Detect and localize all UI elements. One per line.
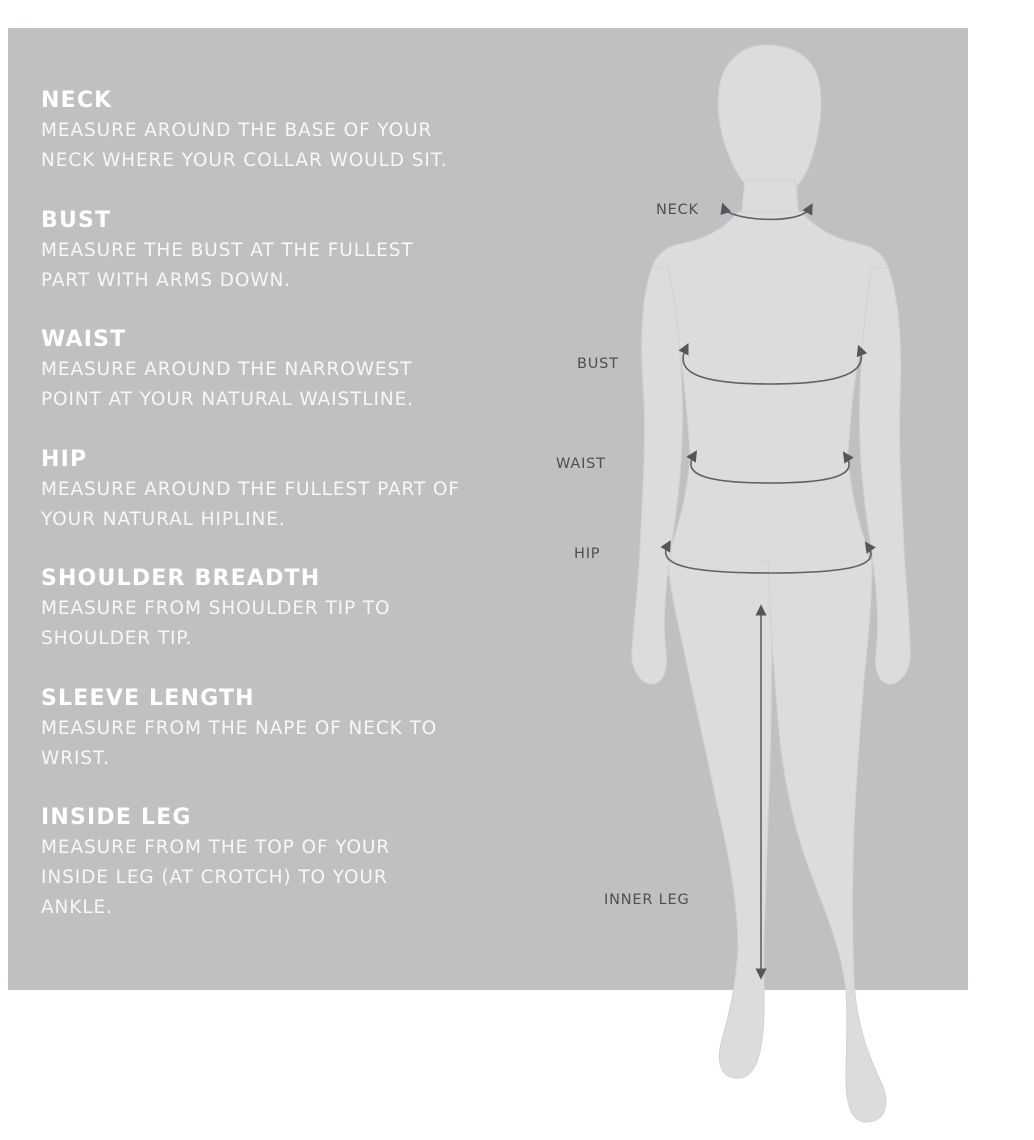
entry-title: INSIDE LEG — [41, 805, 192, 830]
entry-title: BUST — [41, 207, 112, 233]
entry-description: MEASURE AROUND THE BASE OF YOUR NECK WHERE YOUR COLLAR WOULD SIT. — [41, 120, 448, 171]
entry-title: WAIST — [41, 327, 127, 352]
entry-title: SLEEVE LENGTH — [41, 685, 255, 711]
inner-leg-label: INNER LEG — [604, 892, 690, 908]
entry-title: NECK — [41, 88, 113, 113]
left-arm-shape — [632, 268, 683, 684]
left-leg-shape — [668, 560, 772, 1078]
neck-label: NECK — [656, 202, 699, 218]
waist-label: WAIST — [556, 456, 606, 472]
hip-label: HIP — [574, 546, 601, 562]
bust-label: BUST — [577, 356, 619, 372]
entry-title: SHOULDER BREADTH — [41, 566, 321, 591]
entry-description: MEASURE AROUND THE FULLEST PART OF YOUR NATURAL HIPLINE. — [41, 478, 460, 530]
entry-description: MEASURE AROUND THE NARROWEST POINT AT YOUR NATURAL WAISTLINE. — [41, 359, 414, 410]
entry-description: MEASURE FROM THE TOP OF YOUR INSIDE LEG (AT CROTCH) TO YOUR ANKLE. — [41, 837, 391, 918]
entry-description: MEASURE FROM SHOULDER TIP TO SHOULDER TIP. — [41, 598, 391, 649]
torso-shape — [647, 212, 892, 575]
entry-description: MEASURE FROM THE NAPE OF NECK TO WRIST. — [41, 717, 438, 769]
entry-description: MEASURE THE BUST AT THE FULLEST PART WITH ARMS DOWN. — [41, 239, 414, 291]
entry-title: HIP — [41, 446, 88, 472]
right-leg-shape — [768, 560, 886, 1122]
